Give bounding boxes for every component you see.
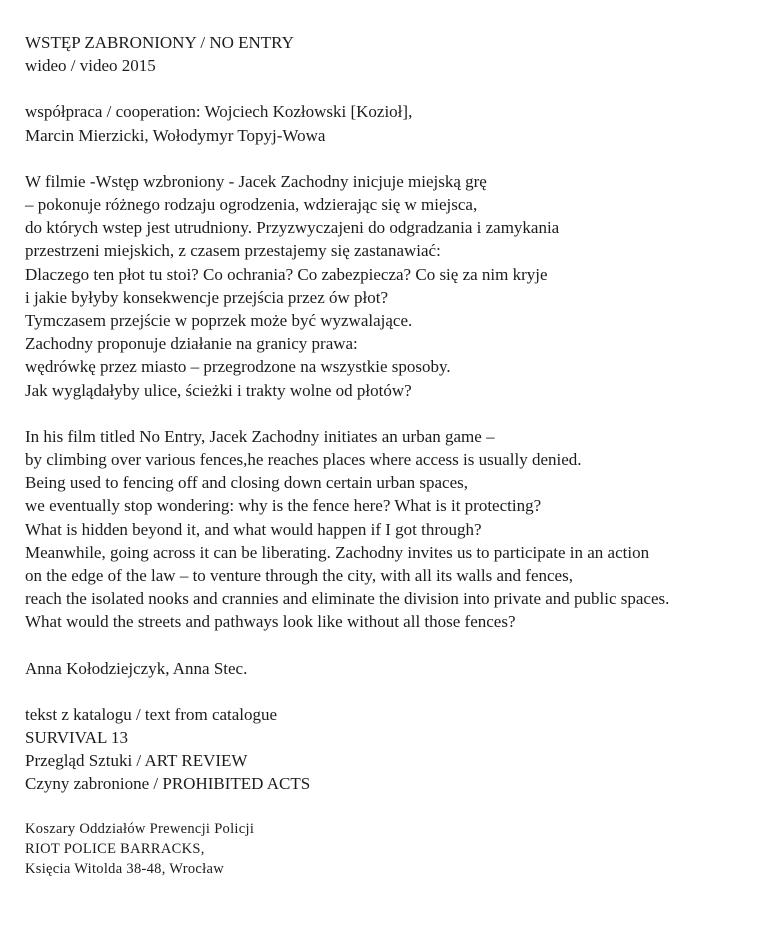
medium-line: wideo / video 2015 [25, 56, 156, 76]
text-line: Zachodny proponuje działanie na granicy prawa: [25, 334, 358, 354]
text-line: do których wstep jest utrudniony. Przyzwyczajeni do odgradzania i zamykania [25, 218, 560, 238]
text-line: wędrówkę przez miasto – przegrodzone na wszystkie sposoby. [25, 357, 451, 377]
text-line: Dlaczego ten płot tu stoi? Co ochrania? Co zabezpiecza? Co się za nim kryje [25, 264, 548, 284]
cooperation-block [25, 100, 758, 146]
location-line: Koszary Oddziałów Prewencji Policji [25, 820, 255, 837]
catalogue-line: Czyny zabronione / PROHIBITED ACTS [25, 774, 311, 794]
text-line: What would the streets and pathways look like without all those fences? [25, 612, 516, 632]
location-line: Księcia Witolda 38-48, Wrocław [25, 860, 224, 877]
cooperation-line: współpraca / cooperation: Wojciech Kozłowski [Kozioł], [25, 102, 413, 122]
text-line: reach the isolated nooks and crannies and eliminate the division into private and public spaces. [25, 589, 670, 609]
catalogue-line: SURVIVAL 13 [25, 728, 129, 748]
text-line: i jakie byłyby konsekwencje przejścia przez ów płot? [25, 287, 389, 307]
title-block [25, 31, 758, 77]
text-line: by climbing over various fences,he reaches places where access is usually denied. [25, 450, 582, 470]
text-line: Jak wyglądałyby ulice, ścieżki i trakty wolne od płotów? [25, 380, 412, 400]
cooperation-line: Marcin Mierzicki, Wołodymyr Topyj-Wowa [25, 125, 326, 145]
description-polish [25, 170, 758, 402]
text-line: we eventually stop wondering: why is the fence here? What is it protecting? [25, 496, 542, 516]
catalogue-line: tekst z katalogu / text from catalogue [25, 704, 278, 724]
text-line: on the edge of the law – to venture through the city, with all its walls and fences, [25, 566, 573, 586]
location-block [25, 819, 758, 879]
authors-block [25, 657, 758, 680]
text-line: Meanwhile, going across it can be liberating. Zachodny invites us to participate in an action [25, 542, 650, 562]
text-line: Tymczasem przejście w poprzek może być wyzwalające. [25, 311, 413, 331]
description-english [25, 425, 758, 634]
catalogue-block [25, 703, 758, 796]
text-line: – pokonuje różnego rodzaju ogrodzenia, wdzierając się w miejsca, [25, 195, 478, 215]
authors-line: Anna Kołodziejczyk, Anna Stec. [25, 658, 248, 678]
text-line: Being used to fencing off and closing down certain urban spaces, [25, 473, 468, 493]
text-line: W filmie -Wstęp wzbroniony - Jacek Zachodny inicjuje miejską grę [25, 171, 487, 191]
document-title: WSTĘP ZABRONIONY / NO ENTRY [25, 33, 294, 52]
location-line: RIOT POLICE BARRACKS, [25, 840, 205, 857]
text-line: In his film titled No Entry, Jacek Zachodny initiates an urban game – [25, 426, 495, 446]
text-line: What is hidden beyond it, and what would happen if I got through? [25, 519, 482, 539]
catalogue-line: Przegląd Sztuki / ART REVIEW [25, 751, 248, 771]
text-line: przestrzeni miejskich, z czasem przestajemy się zastanawiać: [25, 241, 441, 261]
